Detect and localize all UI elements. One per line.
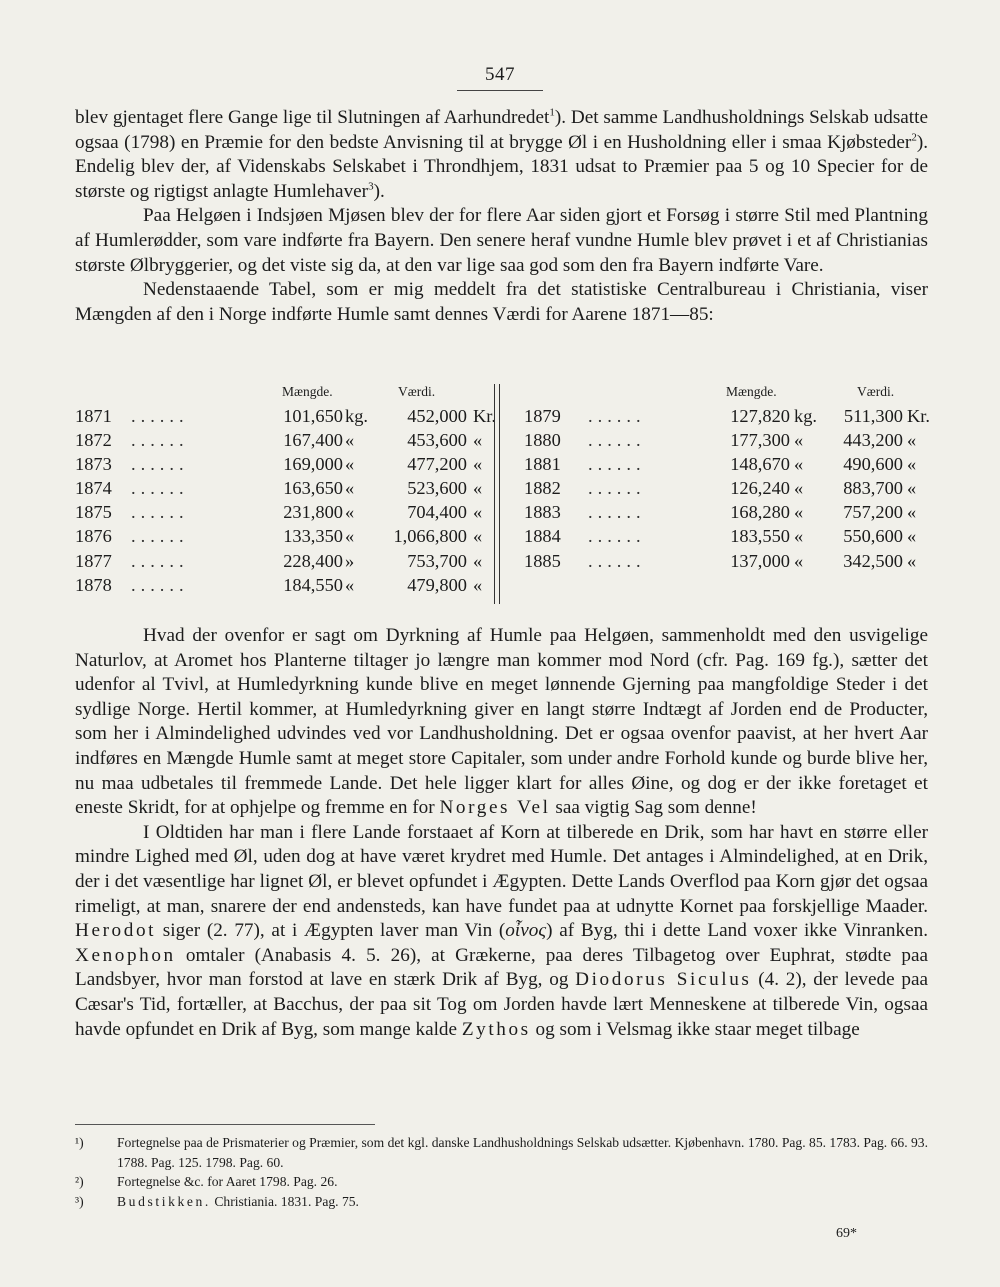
table-row xyxy=(524,406,929,430)
table-rows xyxy=(524,406,929,575)
value-cell: 511,300 xyxy=(843,406,903,426)
unit-cell: « xyxy=(794,550,804,571)
year-cell: 1871 xyxy=(75,406,112,426)
text-run: siger (2. 77), at i Ægypten laver man Vin ( xyxy=(156,920,506,942)
value-cell: 1,066,800 xyxy=(393,526,467,547)
table-divider xyxy=(494,384,500,604)
quantity-cell: 228,400 xyxy=(283,550,343,571)
unit-cell: « xyxy=(345,454,355,475)
footnote xyxy=(75,1192,928,1212)
footnotes xyxy=(75,1133,928,1211)
paragraph xyxy=(75,278,928,327)
unit-cell: « xyxy=(345,478,355,499)
header-quantity: Mængde. xyxy=(726,384,777,399)
leader-dots: ...... xyxy=(131,550,189,571)
text-run: Fortegnelse &c. for Aaret 1798. Pag. 26. xyxy=(117,1174,338,1189)
currency-cell: Kr. xyxy=(473,406,496,426)
text-run: Nedenstaaende Tabel, som er mig meddelt fra det statistiske Centralbureau i Christiania, viser Mængden af den i Norge indførte Humle samt dennes Værdi for Aarene 1871—85: xyxy=(75,279,928,325)
value-cell: 490,600 xyxy=(843,454,903,475)
table-row xyxy=(75,526,485,550)
value-cell: 757,200 xyxy=(843,502,903,523)
footnote-marker: ²) xyxy=(75,1174,84,1189)
text-run: Hvad der ovenfor er sagt om Dyrkning af Humle paa Helgøen, sammenholdt med den usvigelige Naturlov, at Aromet hos Planterne tiltager jo længre man kommer mod Nord (cfr. Pag. 169 fg.), sætter det udenfor al Tvivl, at Humledyrkning kunde blive en meget lønnende Gjerning paa mangfoldige Steder i det sydlige Norge. Hertil kommer, at Humledyrkning giver en langt større Indtægt af Jorden end de Producter, som her i Almindelighed udvindes ved vor Landhusholdning. Det er ogsaa ovenfor paavist, at her hvert Aar indføres en Mængde Humle samt at meget store Capitaler, som under andre Forhold kunde og burde blive her, nu maa udbetales til fremmede Lande. Det hele ligger klart for alles Øine, og dog er der ikke foretaget et eneste Skridt, for at ophjelpe og fremme en for xyxy=(75,625,928,819)
header-value: Værdi. xyxy=(398,384,436,399)
text-run: (4. 2), der levede paa Cæsar's Tid, fortæller, at Bacchus, der paa sit Tog om Jorden havde lært Menneskene at tilberede Vin, ogsaa havde opfundet en Drik af Byg, som mange kalde xyxy=(75,969,928,1040)
year-cell: 1880 xyxy=(524,430,561,451)
leader-dots: ...... xyxy=(131,454,189,475)
spaced-name: Diodorus Siculus xyxy=(575,969,752,991)
page-number-rule xyxy=(457,90,543,91)
year-cell: 1877 xyxy=(75,550,112,571)
leader-dots: ...... xyxy=(588,406,646,426)
text-run: og som i Velsmag ikke staar meget tilbage xyxy=(530,1018,860,1040)
table-row xyxy=(524,478,929,502)
currency-cell: Kr. xyxy=(907,406,930,426)
year-cell: 1876 xyxy=(75,526,112,547)
leader-dots: ...... xyxy=(588,550,646,571)
value-cell: 883,700 xyxy=(843,478,903,499)
paragraph xyxy=(75,821,928,1042)
currency-cell: « xyxy=(907,550,917,571)
header-quantity: Mængde. xyxy=(282,384,333,399)
unit-cell: « xyxy=(345,574,355,595)
quantity-cell: 137,000 xyxy=(730,550,790,571)
table-row xyxy=(524,454,929,478)
currency-cell: « xyxy=(473,550,483,571)
value-cell: 550,600 xyxy=(843,526,903,547)
table-row xyxy=(75,430,485,454)
unit-cell: kg. xyxy=(794,406,817,426)
table-row xyxy=(524,430,929,454)
leader-dots: ...... xyxy=(131,406,189,426)
leader-dots: ...... xyxy=(131,526,189,547)
body-text-top xyxy=(75,106,928,327)
table-row xyxy=(75,551,485,575)
table-row xyxy=(75,478,485,502)
paragraph xyxy=(75,624,928,821)
header-value: Værdi. xyxy=(857,384,895,399)
unit-cell: « xyxy=(794,502,804,523)
value-cell: 704,400 xyxy=(407,502,467,523)
footnote xyxy=(75,1172,928,1192)
text-run: omtaler (Anabasis 4. 5. 26), at Grækerne, paa deres Tilbagetog over Euphrat, stødte paa Landsbyer, hvor man forstod at lave en stærk Drik af Byg, og xyxy=(75,944,928,991)
footnote-ref: 3 xyxy=(368,180,374,193)
footnote-marker: ³) xyxy=(75,1193,84,1209)
text-run: ). Det samme Landhusholdnings Selskab udsatte ogsaa (1798) en Præmie for den bedste Anvisning til at brygge Øl i en Husholdning eller i smaa Kjøbsteder xyxy=(75,107,928,153)
text-run: ) af Byg, thi i dette Land voxer ikke Vinranken. xyxy=(546,920,928,942)
leader-dots: ...... xyxy=(588,526,646,547)
unit-cell: « xyxy=(345,430,355,451)
year-cell: 1884 xyxy=(524,526,561,547)
value-cell: 479,800 xyxy=(407,574,467,595)
value-cell: 453,600 xyxy=(407,430,467,451)
unit-cell: » xyxy=(345,550,355,571)
unit-cell: « xyxy=(345,502,355,523)
currency-cell: « xyxy=(907,526,917,547)
unit-cell: « xyxy=(794,430,804,451)
table-row xyxy=(75,454,485,478)
currency-cell: « xyxy=(473,430,483,451)
year-cell: 1874 xyxy=(75,478,112,499)
value-cell: 443,200 xyxy=(843,430,903,451)
currency-cell: « xyxy=(907,454,917,475)
footnote xyxy=(75,1133,928,1172)
currency-cell: « xyxy=(907,478,917,499)
table-row xyxy=(75,502,485,526)
quantity-cell: 168,280 xyxy=(730,502,790,523)
leader-dots: ...... xyxy=(131,574,189,595)
table-rows xyxy=(75,406,496,599)
paragraph xyxy=(75,106,928,204)
text-run: ). Endelig blev der, af Videnskabs Selskabet i Throndhjem, 1831 udsat to Præmier paa 5 og 10 Specier for de største og rigtigst anlagte Humlehaver xyxy=(75,131,928,202)
year-cell: 1882 xyxy=(524,478,561,499)
paragraph xyxy=(75,204,928,278)
quantity-cell: 183,550 xyxy=(730,526,790,547)
currency-cell: « xyxy=(907,430,917,451)
leader-dots: ...... xyxy=(588,454,646,475)
year-cell: 1883 xyxy=(524,502,561,523)
text-run: Paa Helgøen i Indsjøen Mjøsen blev der for flere Aar siden gjort et Forsøg i større Stil med Plantning af Humlerødder, som vare indførte fra Bayern. Den senere heraf vundne Humle blev prøvet i et af Christianias største Ølbryggerier, og det viste sig da, at den var lige saa god som den fra Bayern indførte Vare. xyxy=(75,205,928,276)
text-run: blev gjentaget flere Gange lige til Slutningen af Aarhundredet xyxy=(75,107,550,128)
quantity-cell: 101,650 xyxy=(283,406,343,426)
table-row xyxy=(524,502,929,526)
unit-cell: « xyxy=(794,478,804,499)
year-cell: 1885 xyxy=(524,550,561,571)
leader-dots: ...... xyxy=(131,502,189,523)
leader-dots: ...... xyxy=(588,478,646,499)
quantity-cell: 127,820 xyxy=(730,406,790,426)
currency-cell: « xyxy=(473,454,483,475)
signature-mark: 69* xyxy=(836,1226,857,1241)
currency-cell: « xyxy=(473,478,483,499)
footnote-rule xyxy=(75,1124,375,1125)
quantity-cell: 167,400 xyxy=(283,430,343,451)
unit-cell: « xyxy=(794,454,804,475)
unit-cell: « xyxy=(794,526,804,547)
text-run: ). xyxy=(373,180,385,202)
text-run: οἶνος xyxy=(505,920,547,942)
year-cell: 1873 xyxy=(75,454,112,475)
text-run: I Oldtiden har man i flere Lande forstaaet af Korn at tilberede en Drik, som har havt en større eller mindre Lighed med Øl, uden dog at have været krydret med Humle. Det antages i Almindelighed, at en Drik, der i det væsentlige har lignet Øl, er blevet opfundet i Ægypten. Dette Lands Overflod paa Korn gjør det ogsaa rimeligt, at man, snarere der end andensteds, kan have fundet paa at udnytte Kornet paa forskjellige Maader. xyxy=(75,821,928,917)
currency-cell: « xyxy=(907,502,917,523)
text-run: Fortegnelse paa de Prismaterier og Præmier, som det kgl. danske Landhusholdnings Selskab udsætter. Kjøbenhavn. 1780. Pag. 85. 1783. Pag. 66. 93. 1788. Pag. 125. 1798. Pag. 60. xyxy=(117,1135,928,1170)
year-cell: 1872 xyxy=(75,430,112,451)
quantity-cell: 177,300 xyxy=(730,430,790,451)
body-text-bottom xyxy=(75,624,928,1042)
spaced-name: Budstikken. xyxy=(117,1193,211,1209)
year-cell: 1878 xyxy=(75,574,112,595)
quantity-cell: 148,670 xyxy=(730,454,790,475)
page-number: 547 xyxy=(485,64,515,85)
value-cell: 452,000 xyxy=(407,406,467,426)
spaced-name: Herodot xyxy=(75,920,157,942)
leader-dots: ...... xyxy=(588,502,646,523)
hops-import-table-right xyxy=(524,384,929,575)
quantity-cell: 126,240 xyxy=(730,478,790,499)
value-cell: 753,700 xyxy=(407,550,467,571)
leader-dots: ...... xyxy=(588,430,646,451)
currency-cell: « xyxy=(473,526,483,547)
unit-cell: kg. xyxy=(345,406,368,426)
value-cell: 342,500 xyxy=(843,550,903,571)
table-row xyxy=(524,526,929,550)
year-cell: 1879 xyxy=(524,406,561,426)
leader-dots: ...... xyxy=(131,478,189,499)
table-row xyxy=(75,575,485,599)
unit-cell: « xyxy=(345,526,355,547)
table-header xyxy=(75,384,485,406)
footnote-ref: 1 xyxy=(549,106,555,119)
currency-cell: « xyxy=(473,574,483,595)
table-row xyxy=(75,406,496,430)
quantity-cell: 231,800 xyxy=(283,502,343,523)
year-cell: 1881 xyxy=(524,454,561,475)
leader-dots: ...... xyxy=(131,430,189,451)
quantity-cell: 184,550 xyxy=(283,574,343,595)
text-run: saa vigtig Sag som denne! xyxy=(550,797,757,819)
hops-import-table-left xyxy=(75,384,496,599)
currency-cell: « xyxy=(473,502,483,523)
value-cell: 477,200 xyxy=(407,454,467,475)
table-row xyxy=(524,551,929,575)
table-header xyxy=(524,384,929,406)
year-cell: 1875 xyxy=(75,502,112,523)
spaced-name: Zythos xyxy=(461,1018,531,1040)
quantity-cell: 163,650 xyxy=(283,478,343,499)
quantity-cell: 133,350 xyxy=(283,526,343,547)
footnote-marker: ¹) xyxy=(75,1135,84,1150)
footnote-ref: 2 xyxy=(911,131,917,144)
spaced-name: Xenophon xyxy=(75,944,176,966)
quantity-cell: 169,000 xyxy=(283,454,343,475)
spaced-name: Norges Vel xyxy=(439,797,551,819)
value-cell: 523,600 xyxy=(407,478,467,499)
text-run: Christiania. 1831. Pag. 75. xyxy=(210,1193,359,1209)
